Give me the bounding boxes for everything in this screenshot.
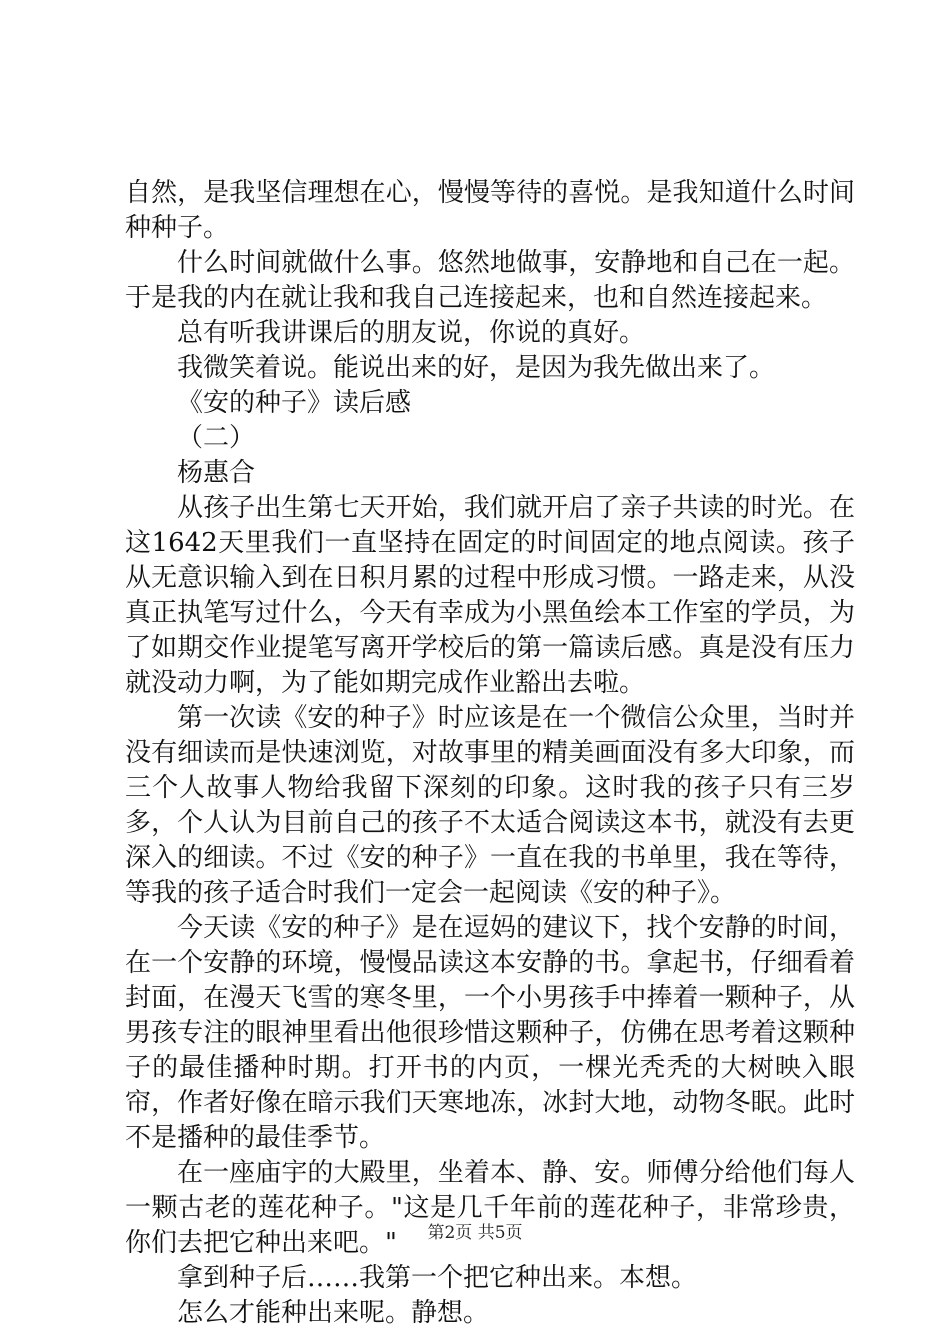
author-name: 杨惠合 xyxy=(177,458,256,488)
paragraph: 今天读《安的种子》是在逗妈的建议下，找个安静的时间，在一个安静的环境，慢慢品读这本安静的书。拿起书，仔细看着封面，在漫天飞雪的寒冬里，一个小男孩手中捧着一颗种子，从男孩专注的眼神里看出他很珍惜这颗种子，仿佛在思考着这颗种子的最佳播种时期。打开书的内页，一棵光秃秃的大树映入眼帘，作者好像在暗示我们天寒地冻，冰封大地，动物冬眠。此时不是播种的最佳季节。 xyxy=(125,913,855,1153)
paragraph: 怎么才能种出来呢。静想。 xyxy=(177,1298,490,1328)
section-title: 《安的种子》读后感 xyxy=(177,388,412,418)
paragraph: 拿到种子后……我第一个把它种出来。本想。 xyxy=(177,1263,698,1293)
paragraph: 我微笑着说。能说出来的好，是因为我先做出来了。 xyxy=(177,353,776,383)
document-body xyxy=(125,176,855,1331)
paragraph: 总有听我讲课后的朋友说，你说的真好。 xyxy=(177,318,646,348)
paragraph: 第一次读《安的种子》时应该是在一个微信公众里，当时并没有细读而是快速浏览，对故事里的精美画面没有多大印象，而三个人故事人物给我留下深刻的印象。这时我的孩子只有三岁多，个人认为目前自己的孩子不太适合阅读这本书，就没有去更深入的细读。不过《安的种子》一直在我的书单里，我在等待，等我的孩子适合时我们一定会一起阅读《安的种子》。 xyxy=(125,703,855,908)
paragraph: 什么时间就做什么事。悠然地做事，安静地和自己在一起。于是我的内在就让我和我自己连接起来，也和自然连接起来。 xyxy=(125,248,855,313)
page-footer: 第2页 共5页 xyxy=(427,1223,523,1243)
section-number: （二） xyxy=(177,423,256,453)
paragraph: 自然，是我坚信理想在心，慢慢等待的喜悦。是我知道什么时间种种子。 xyxy=(125,178,855,243)
paragraph: 从孩子出生第七天开始，我们就开启了亲子共读的时光。在这1642天里我们一直坚持在固定的时间固定的地点阅读。孩子从无意识输入到在日积月累的过程中形成习惯。一路走来，从没真正执笔写过什么，今天有幸成为小黑鱼绘本工作室的学员，为了如期交作业提笔写离开学校后的第一篇读后感。真是没有压力就没动力啊，为了能如期完成作业豁出去啦。 xyxy=(125,493,855,698)
paragraph: 在一座庙宇的大殿里，坐着本、静、安。师傅分给他们每人一颗古老的莲花种子。"这是几千年前的莲花种子，非常珍贵，你们去把它种出来吧。" xyxy=(125,1158,855,1258)
